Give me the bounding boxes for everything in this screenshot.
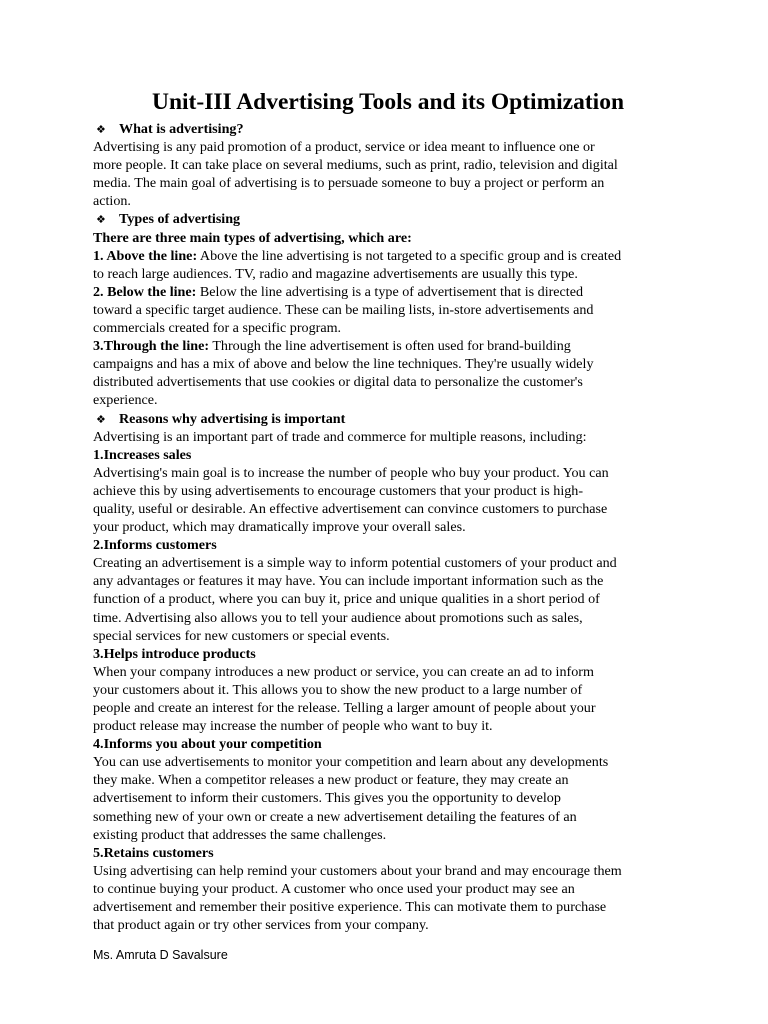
paragraph-line: special services for new customers or special events. [93, 627, 390, 644]
paragraph-line: that product again or try other services from your company. [93, 917, 429, 934]
reason-heading: 2.Informs customers [93, 537, 217, 554]
paragraph-line: advertisement to inform their customers. This gives you the opportunity to develop [93, 790, 561, 807]
type-below-the-line [93, 283, 683, 301]
section-heading-reasons [93, 410, 683, 428]
paragraph-line: Using advertising can help remind your customers about your brand and may encourage them [93, 862, 622, 879]
paragraph-line: product release may increase the number of people who want to buy it. [93, 718, 493, 735]
paragraph-line: people and create an interest for the release. Telling a larger amount of people about your [93, 700, 596, 716]
paragraph-line: distributed advertisements that use cookies or digital data to personalize the customer's [93, 374, 583, 391]
type-above-the-line [93, 247, 683, 265]
paragraph-line: more people. It can take place on several mediums, such as print, radio, television and digital [93, 157, 618, 174]
type-text: Above the line advertising is not targeted to a specific group and is created [197, 247, 622, 264]
paragraph-line: to reach large audiences. TV, radio and magazine advertisements are usually this type. [93, 265, 578, 282]
paragraph-line: to continue buying your product. A customer who once used your product may see an [93, 880, 575, 897]
paragraph-line: action. [93, 193, 131, 210]
paragraph-line: Advertising is any paid promotion of a product, service or idea meant to influence one or [93, 139, 595, 156]
type-label: 1. Above the line: [93, 247, 198, 264]
paragraph-line: advertisement and remember their positive experience. This can motivate them to purchase [93, 899, 607, 916]
paragraph-line: time. Advertising also allows you to tell your audience about promotions such as sales, [93, 609, 583, 626]
diamond-bullet-icon: ❖ [96, 213, 106, 227]
section-heading-what [93, 120, 683, 138]
types-intro: There are three main types of advertising, which are: [93, 229, 412, 246]
section-heading-types [93, 210, 683, 228]
section-heading-label: Reasons why advertising is important [119, 410, 346, 427]
paragraph-line: When your company introduces a new product or service, you can create an ad to inform [93, 663, 594, 680]
paragraph-line: Creating an advertisement is a simple way to inform potential customers of your product and [93, 555, 617, 572]
paragraph-line: media. The main goal of advertising is to persuade someone to buy a project or perform an [93, 175, 605, 192]
section-heading-label: What is advertising? [119, 121, 244, 137]
diamond-bullet-icon: ❖ [96, 412, 106, 426]
page-footer-author: Ms. Amruta D Savalsure [93, 948, 228, 962]
paragraph-line: achieve this by using advertisements to encourage customers that your product is high- [93, 482, 584, 499]
paragraph-line: existing product that addresses the same challenges. [93, 826, 387, 843]
reason-heading: 1.Increases sales [93, 446, 192, 463]
type-text: Through the line advertisement is often used for brand-building [209, 338, 571, 355]
paragraph-line: they make. When a competitor releases a new product or feature, they may create an [93, 772, 569, 789]
reason-heading: 3.Helps introduce products [93, 645, 256, 662]
paragraph-line: toward a specific target audience. These can be mailing lists, in-store advertisements and [93, 301, 594, 318]
paragraph-line: any advantages or features it may have. You can include important information such as the [93, 573, 604, 590]
paragraph-line: quality, useful or desirable. An effective advertisement can convince customers to purchase [93, 500, 608, 517]
reason-heading: 5.Retains customers [93, 844, 214, 861]
paragraph-line: something new of your own or create a new advertisement detailing the features of an [93, 808, 577, 825]
paragraph-line: commercials created for a specific program. [93, 320, 342, 337]
paragraph-line: Advertising's main goal is to increase the number of people who buy your product. You can [93, 464, 609, 481]
document-page [93, 88, 683, 934]
diamond-bullet-icon: ❖ [96, 123, 106, 136]
paragraph-line: your product, which may dramatically improve your overall sales. [93, 519, 466, 536]
reason-heading: 4.Informs you about your competition [93, 736, 322, 753]
reasons-intro: Advertising is an important part of trade and commerce for multiple reasons, including: [93, 428, 587, 445]
paragraph-line: experience. [93, 392, 158, 409]
paragraph-line: You can use advertisements to monitor your competition and learn about any developments [93, 754, 609, 771]
page-title: Unit-III Advertising Tools and its Optimization [151, 89, 625, 115]
section-heading-label: Types of advertising [119, 211, 241, 228]
type-label: 2. Below the line: [93, 283, 197, 300]
type-label: 3.Through the line: [93, 338, 210, 355]
type-through-the-line [93, 337, 683, 355]
type-text: Below the line advertising is a type of advertisement that is directed [196, 283, 584, 300]
paragraph-line: your customers about it. This allows you to show the new product to a large number of [93, 681, 583, 698]
paragraph-line: function of a product, where you can buy it, price and unique qualities in a short period of [93, 591, 600, 608]
paragraph-line: campaigns and has a mix of above and below the line techniques. They're usually widely [93, 356, 594, 373]
